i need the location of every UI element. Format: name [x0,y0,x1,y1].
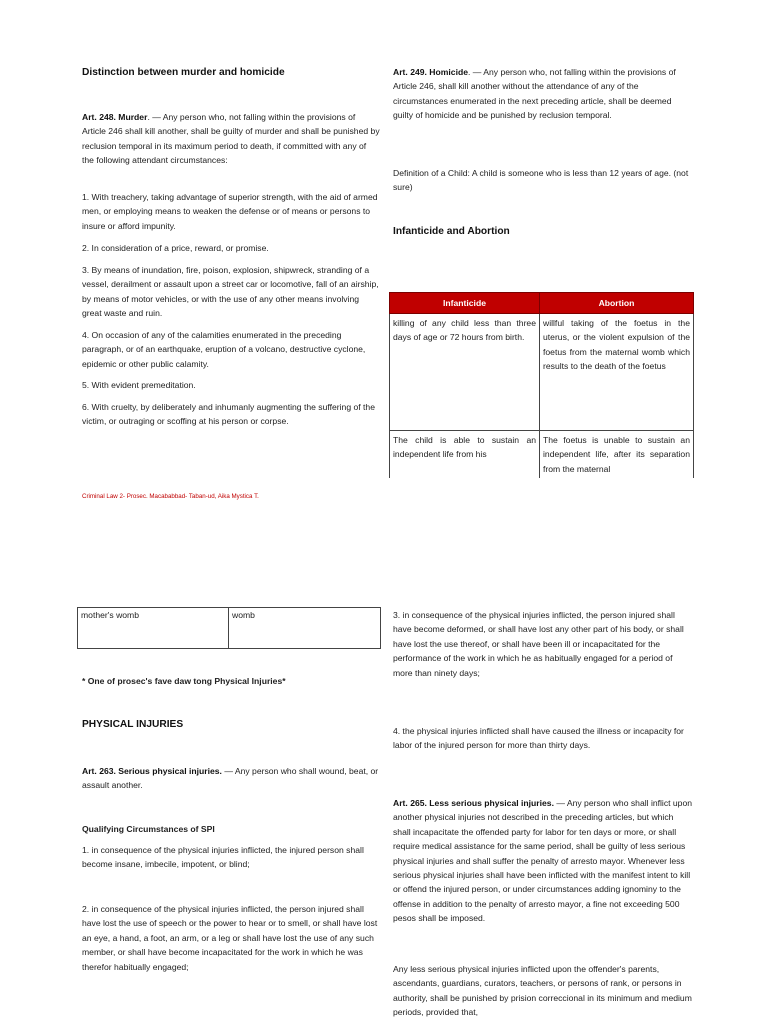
art-249-title: Art. 249. Homicide [393,67,468,77]
infanticide-abortion-table [389,292,694,478]
document-page-2 [0,590,768,1024]
art-248-paragraph [82,110,380,168]
table-continuation [77,607,381,649]
section-heading-infanticide-abortion: Infanticide and Abortion [393,226,510,237]
murder-circumstance-1: 1. With treachery, taking advantage of superior strength, with the aid of armed men, or employing means to weaken the defense or of means or persons to insure or afford impunity. [82,192,378,231]
art-263-title: Art. 263. Serious physical injuries. [82,766,222,776]
art-248-body: . — Any person who, not falling within the provisions of Article 246 shall kill another, shall be guilty of murder and shall be punished by reclusion temporal in its maximum period to death, if committed with any of the following attendant circumstances: [82,112,380,166]
murder-circumstance-2: 2. In consideration of a price, reward, or promise. [82,243,269,253]
spi-item-2: 2. in consequence of the physical injuries inflicted, the person injured shall have lost the use of speech or the power to hear or to smell, or shall have lost an eye, a hand, a foot, an arm, or a leg or shall have lost the use of any such member, or shall have become incapacitated for the work in which he was therefor habitually engaged; [82,904,378,972]
spi-item-3: 3. in consequence of the physical injuries inflicted, the person injured shall have become deformed, or shall have lost any other part of his body, or shall have lost the use thereof, or shall have been ill or incapacitated for the performance of the work in which he as habitually engaged for a period of more than ninety days; [393,610,684,678]
table-header-abortion: Abortion [540,293,694,314]
table-cell: womb [229,608,381,649]
section-heading-physical-injuries: PHYSICAL INJURIES [82,719,184,730]
art-265-body: — Any person who shall inflict upon another physical injuries not described in the preceding articles, but which shall incapacitate the offended party for labor for ten days or more, or shall require medical assistance for the same period, shall be guilty of less serious physical injuries and shall suffer the penalty of arresto mayor. Whenever less serious physical injuries shall have been inflicted with the manifest intent to kill or offend the injured person, or under circumstances adding ignominy to the offense in addition to the penalty of arresto mayor, a fine not exceeding 500 pesos shall be imposed. [393,798,693,924]
art-248-title: Art. 248. Murder [82,112,148,122]
table-cell: killing of any child less than three days of age or 72 hours from birth. [390,314,540,431]
spi-item-4: 4. the physical injuries inflicted shall have caused the illness or incapacity for labor of the injured person for more than thirty days. [393,726,684,751]
table-cell: The child is able to sustain an independent life from his [390,431,540,479]
child-definition: Definition of a Child: A child is someone who is less than 12 years of age. (not sure) [393,168,689,193]
murder-circumstance-4: 4. On occasion of any of the calamities enumerated in the preceding paragraph, or of an earthquake, eruption of a volcano, destructive cyclone, epidemic or other public calamity. [82,330,366,369]
art-249-body: . — Any person who, not falling within the provisions of Article 246, shall kill another without the attendance of any of the circumstances enumerated in the next preceding article, shall be deemed guilty of homicide and be punished by reclusion temporal. [393,67,676,121]
table-header-row [390,293,694,314]
murder-circumstance-5: 5. With evident premeditation. [82,380,196,390]
table-row [78,608,381,649]
section-heading-murder-homicide: Distinction between murder and homicide [82,67,285,78]
spi-item-1: 1. in consequence of the physical injuries inflicted, the injured person shall become insane, imbecile, impotent, or blind; [82,845,364,870]
table-row [390,431,694,479]
table-row [390,314,694,431]
prosecutor-note: * One of prosec's fave daw tong Physical Injuries* [82,676,286,686]
art-265-title: Art. 265. Less serious physical injuries. [393,798,554,808]
table-header-infanticide: Infanticide [390,293,540,314]
murder-circumstance-6: 6. With cruelty, by deliberately and inhumanly augmenting the suffering of the victim, or outraging or scoffing at his person or corpse. [82,402,375,427]
table-cell: willful taking of the foetus in the uterus, or the violent expulsion of the foetus from the maternal womb which results to the death of the foetus [540,314,694,431]
spi-subheading: Qualifying Circumstances of SPI [82,824,215,834]
art-249-paragraph [393,65,693,123]
page-gap [0,535,768,590]
art-263-body: — Any person who shall wound, beat, or assault another. [82,766,379,791]
page-footer-note: Criminal Law 2- Prosec. Macababbad- Taban-ud, Aika Mystica T. [82,493,259,500]
art-265-paragraph-2: Any less serious physical injuries inflicted upon the offender's parents, ascendants, guardians, curators, teachers, or persons of rank, or persons in authority, shall be punished by prision correccional in its minimum and medium periods, provided that, [393,964,692,1018]
art-265-paragraph [393,796,693,926]
table-cell: The foetus is unable to sustain an independent life, after its separation from the maternal [540,431,694,479]
table-cell: mother's womb [78,608,229,649]
murder-circumstance-3: 3. By means of inundation, fire, poison, explosion, shipwreck, stranding of a vessel, derailment or assault upon a street car or locomotive, fall of an airship, by means of motor vehicles, or with the use of any other means involving great waste and ruin. [82,265,379,319]
art-263-paragraph [82,764,380,793]
